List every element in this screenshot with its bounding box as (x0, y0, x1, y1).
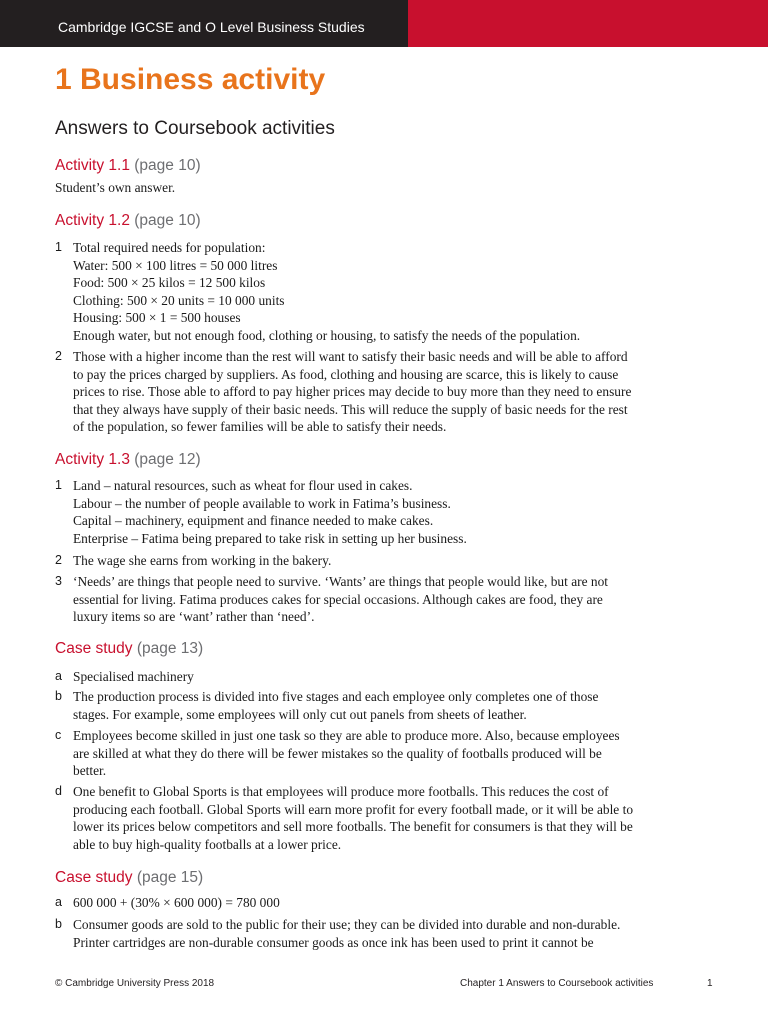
answer-line: are skilled at what they do there will be fewer mistakes so the quality of footballs produced will be (73, 745, 602, 761)
activity-name: Case study (55, 640, 133, 657)
answer-line: The wage she earns from working in the bakery. (73, 553, 332, 568)
item-marker: 2 (55, 349, 62, 363)
item-marker: 3 (55, 574, 62, 588)
answer-line: luxury items so are ‘want’ rather than ‘need’. (73, 609, 315, 625)
answer-line: Total required needs for population: (73, 240, 266, 255)
answer-line: Housing: 500 × 1 = 500 houses (73, 310, 241, 326)
activity-page: (page 10) (134, 212, 201, 229)
item-marker: a (55, 895, 62, 909)
answer-line: 600 000 + (30% × 600 000) = 780 000 (73, 895, 280, 910)
answer-line: Water: 500 × 100 litres = 50 000 litres (73, 257, 278, 273)
item-marker: c (55, 728, 62, 742)
activity-page: (page 12) (134, 451, 201, 468)
answer-line: Specialised machinery (73, 669, 194, 684)
activity-page: (page 10) (134, 157, 201, 174)
answer-line: Printer cartridges are non-durable consumer goods as once ink has been used to print it cannot be (73, 934, 594, 950)
answer-line: One benefit to Global Sports is that employees will produce more footballs. This reduces the cost of (73, 784, 609, 799)
answer-line: stages. For example, some employees will only cut out panels from sheets of leather. (73, 706, 527, 722)
answer-line: better. (73, 763, 107, 779)
answer-line: Labour – the number of people available to work in Fatima’s business. (73, 495, 451, 511)
item-marker: d (55, 784, 62, 798)
activity-heading (55, 157, 201, 175)
answer-line: The production process is divided into five stages and each employee only completes one of those (73, 689, 599, 704)
footer-chapter: Chapter 1 Answers to Coursebook activities (460, 978, 654, 989)
activity-page: (page 15) (136, 869, 204, 886)
answer-line: able to buy high-quality footballs at a lower price. (73, 836, 342, 852)
activity-name: Activity 1.1 (55, 157, 130, 174)
activity-page: (page 13) (136, 640, 204, 657)
chapter-title: 1 Business activity (55, 63, 326, 96)
item-marker: 1 (55, 240, 62, 254)
item-marker: a (55, 669, 62, 683)
activity-name: Activity 1.3 (55, 451, 130, 468)
answer-line: Consumer goods are sold to the public for their use; they can be divided into durable and non-durable. (73, 917, 621, 932)
answer-line: Enough water, but not enough food, clothing or housing, to satisfy the needs of the population. (73, 327, 581, 343)
page-header-bar (0, 0, 768, 47)
answer-line: Land – natural resources, such as wheat for flour used in cakes. (73, 478, 413, 493)
page-number: 1 (707, 978, 713, 989)
book-title: Cambridge IGCSE and O Level Business Studies (58, 19, 365, 35)
header-accent-band (408, 0, 768, 47)
activity-heading (55, 869, 203, 887)
item-marker: b (55, 689, 62, 703)
footer-copyright: © Cambridge University Press 2018 (55, 978, 215, 989)
answer-line: essential for living. Fatima produces cakes for special occasions. Although cakes are food, they are (73, 591, 603, 607)
answer-line: Those with a higher income than the rest will want to satisfy their basic needs and will be able to afford (73, 349, 628, 364)
item-marker: b (55, 917, 62, 931)
activity-heading (55, 212, 201, 230)
answer-line: to pay the prices charged by suppliers. As food, clothing and housing are scarce, this is likely to cause (73, 366, 619, 382)
answer-line: of the population, so fewer families will be able to satisfy their needs. (73, 419, 447, 435)
section-title: Answers to Coursebook activities (55, 118, 335, 139)
answer-line: ‘Needs’ are things that people need to survive. ‘Wants’ are things that people would like, but are not (73, 574, 609, 589)
answer-line: Food: 500 × 25 kilos = 12 500 kilos (73, 275, 266, 291)
activity-name: Activity 1.2 (55, 212, 130, 229)
item-marker: 1 (55, 478, 62, 492)
answer-line: Clothing: 500 × 20 units = 10 000 units (73, 292, 285, 308)
answer-line: Enterprise – Fatima being prepared to take risk in setting up her business. (73, 530, 467, 546)
activity-name: Case study (55, 869, 133, 886)
answer-line: producing each football. Global Sports will earn more profit for every football made, or it will be able to (73, 801, 634, 817)
answer-line: Employees become skilled in just one task so they are able to produce more. Also, because employees (73, 728, 620, 743)
answer-line: lower its prices below competitors and sell more footballs. The benefit for consumers is that they will be (73, 819, 633, 835)
answer-text: Student’s own answer. (55, 180, 176, 195)
answer-line: Capital – machinery, equipment and finance needed to make cakes. (73, 513, 434, 529)
item-marker: 2 (55, 553, 62, 567)
answer-line: that they always have supply of their basic needs. This will reduce the supply of basic needs for the rest (73, 401, 628, 417)
activity-heading (55, 640, 203, 658)
activity-heading (55, 451, 201, 469)
answer-line: prices to rise. Those able to afford to pay higher prices may decide to buy more than they need to ensure (73, 384, 632, 400)
